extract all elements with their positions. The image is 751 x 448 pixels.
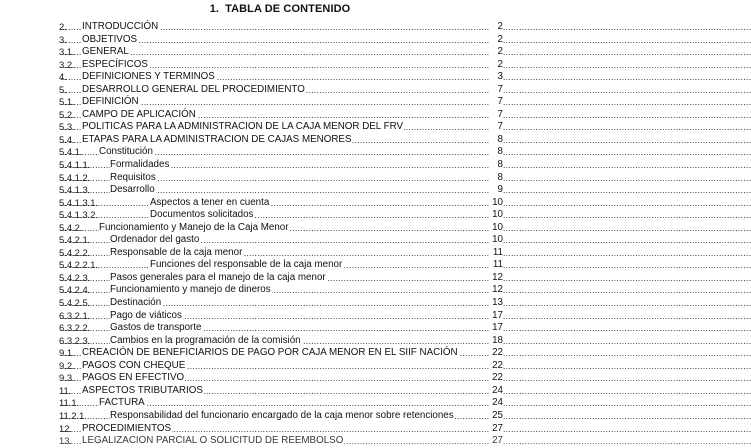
toc-entry-number: 5.4.2.3. xyxy=(59,271,91,283)
toc-entry-title: DEFINICIONES Y TERMINOS xyxy=(82,71,215,83)
toc-entry-page: 7 xyxy=(489,109,503,122)
toc-entry-title: POLITICAS PARA LA ADMINISTRACION DE LA CAJA MENOR DEL FRV xyxy=(82,121,404,133)
toc-entry-page: 17 xyxy=(489,310,503,323)
toc-entry-title: Aspectos a tener en cuenta xyxy=(150,196,270,208)
toc-entry-page: 10 xyxy=(489,222,503,235)
toc-list xyxy=(0,21,560,448)
toc-entry-page: 10 xyxy=(489,197,503,210)
toc-entry-title: Desarrollo xyxy=(110,184,155,196)
toc-entry[interactable] xyxy=(0,272,560,285)
toc-entry-title: Requisitos xyxy=(110,171,156,183)
toc-entry-title: OBJETIVOS xyxy=(82,33,137,45)
toc-entry-page: 12 xyxy=(489,284,503,297)
toc-entry[interactable] xyxy=(0,259,560,272)
toc-entry[interactable] xyxy=(0,423,560,436)
toc-entry-page: 25 xyxy=(489,410,503,423)
toc-entry-number: 5.4.1.3.1. xyxy=(59,196,99,208)
toc-entry-title: Funcionamiento y manejo de dineros xyxy=(110,284,271,296)
toc-entry-number: 5.4.1.2. xyxy=(59,171,91,183)
toc-entry[interactable] xyxy=(0,360,560,373)
toc-entry-number: 6.3.2.2. xyxy=(59,322,91,334)
toc-entry[interactable] xyxy=(0,234,560,247)
toc-entry-number: 5.4.2.2.1. xyxy=(59,259,99,271)
toc-entry[interactable] xyxy=(0,146,560,159)
toc-entry-page: 27 xyxy=(489,423,503,436)
toc-entry-number: 5.4.1.1. xyxy=(59,159,91,171)
toc-entry-page: 22 xyxy=(489,347,503,360)
toc-entry-page: 10 xyxy=(489,209,503,222)
toc-entry[interactable] xyxy=(0,71,560,84)
toc-entry-number: 2. xyxy=(59,21,67,32)
toc-entry[interactable] xyxy=(0,335,560,348)
toc-entry-number: 9.1. xyxy=(59,347,75,359)
toc-entry-number: 3. xyxy=(59,33,67,45)
toc-entry[interactable] xyxy=(0,46,560,59)
toc-entry-page: 2 xyxy=(489,46,503,59)
toc-entry-title: CAMPO DE APLICACIÓN xyxy=(82,108,196,120)
toc-entry-number: 3.2. xyxy=(59,58,75,70)
toc-entry-page: 13 xyxy=(489,297,503,310)
toc-entry[interactable] xyxy=(0,197,560,210)
toc-entry-title: Ordenador del gasto xyxy=(110,234,200,246)
toc-entry-title: PAGOS CON CHEQUE xyxy=(82,359,186,371)
toc-entry-title: PAGOS EN EFECTIVO xyxy=(82,372,185,384)
toc-entry-number: 5.2. xyxy=(59,108,75,120)
toc-entry-number: 6.3.2.3. xyxy=(59,334,91,346)
toc-entry-title: Responsabilidad del funcionario encargado de la caja menor sobre retenciones xyxy=(110,409,454,421)
toc-entry[interactable] xyxy=(0,159,560,172)
toc-entry-page: 22 xyxy=(489,372,503,385)
toc-entry[interactable] xyxy=(0,435,560,448)
toc-entry-page: 17 xyxy=(489,322,503,335)
toc-entry-page: 11 xyxy=(489,247,503,260)
toc-entry[interactable] xyxy=(0,34,560,47)
toc-entry[interactable] xyxy=(0,347,560,360)
toc-entry-title: Cambios en la programación de la comisión xyxy=(110,334,301,346)
toc-entry[interactable] xyxy=(0,247,560,260)
toc-entry-number: 9.2. xyxy=(59,359,75,371)
toc-entry-page: 24 xyxy=(489,397,503,410)
toc-entry-title: Pago de viáticos xyxy=(110,309,182,321)
toc-entry-title: Constitución xyxy=(99,146,153,158)
toc-entry-number: 5.4.2. xyxy=(59,221,83,233)
toc-dot-leader xyxy=(60,197,499,210)
toc-entry-title: GENERAL xyxy=(82,46,129,58)
toc-entry[interactable] xyxy=(0,322,560,335)
toc-entry[interactable] xyxy=(0,59,560,72)
toc-entry-number: 5.4.2.4. xyxy=(59,284,91,296)
toc-entry-title: DESARROLLO GENERAL DEL PROCEDIMIENTO xyxy=(82,83,305,95)
toc-entry-page: 7 xyxy=(489,84,503,97)
toc-entry-title: ASPECTOS TRIBUTARIOS xyxy=(82,384,203,396)
toc-entry-page: 12 xyxy=(489,272,503,285)
toc-entry-number: 5.4.1.3.2. xyxy=(59,209,99,221)
toc-entry-page: 2 xyxy=(489,21,503,34)
toc-entry-page: 8 xyxy=(489,134,503,147)
toc-heading-number: 1. xyxy=(209,3,220,15)
toc-heading xyxy=(0,3,560,15)
toc-dot-leader xyxy=(60,209,499,222)
toc-entry-title: Funcionamiento y Manejo de la Caja Menor xyxy=(99,221,289,233)
toc-entry[interactable] xyxy=(0,397,560,410)
toc-entry[interactable] xyxy=(0,121,560,134)
toc-entry-number: 5.1. xyxy=(59,96,75,108)
toc-entry-number: 12. xyxy=(59,422,73,434)
toc-entry-number: 11.1. xyxy=(59,397,80,409)
toc-entry-number: 13. xyxy=(59,435,73,447)
toc-entry-number: 5.4.2.1. xyxy=(59,234,91,246)
toc-entry[interactable] xyxy=(0,84,560,97)
toc-entry[interactable] xyxy=(0,284,560,297)
toc-entry-title: LEGALIZACIÓN PARCIAL O SOLICITUD DE REEMBOLSO xyxy=(82,435,344,447)
toc-entry[interactable] xyxy=(0,109,560,122)
toc-entry[interactable] xyxy=(0,385,560,398)
toc-entry-number: 3.1. xyxy=(59,46,75,58)
toc-entry-number: 5.3. xyxy=(59,121,75,133)
toc-heading-text: TABLA DE CONTENIDO xyxy=(225,3,351,15)
toc-entry-title: Formalidades xyxy=(110,159,170,171)
toc-entry[interactable] xyxy=(0,310,560,323)
toc-entry[interactable] xyxy=(0,410,560,423)
toc-entry-number: 11. xyxy=(59,384,72,396)
toc-entry-page: 7 xyxy=(489,96,503,109)
toc-entry-title: Destinación xyxy=(110,297,162,309)
toc-entry-page: 8 xyxy=(489,146,503,159)
toc-entry-page: 2 xyxy=(489,34,503,47)
toc-entry-number: 11.2.1. xyxy=(59,409,87,421)
toc-entry-page: 9 xyxy=(489,184,503,197)
toc-entry-number: 5. xyxy=(59,83,67,95)
toc-entry[interactable] xyxy=(0,134,560,147)
toc-entry-number: 5.4.1.3. xyxy=(59,184,91,196)
toc-entry-number: 4. xyxy=(59,71,67,83)
toc-entry-page: 8 xyxy=(489,172,503,185)
toc-entry-page: 11 xyxy=(489,259,503,272)
toc-entry-title: FACTURA xyxy=(99,397,145,409)
toc-entry-title: Pasos generales para el manejo de la caja menor xyxy=(110,271,326,283)
toc-entry-page: 22 xyxy=(489,360,503,373)
toc-entry-page: 10 xyxy=(489,234,503,247)
toc-entry-page: 27 xyxy=(489,435,503,448)
toc-entry-page: 2 xyxy=(489,59,503,72)
toc-entry-number: 5.4. xyxy=(59,133,75,145)
toc-entry-page: 24 xyxy=(489,385,503,398)
toc-entry[interactable] xyxy=(0,96,560,109)
toc-entry-number: 5.4.2.2. xyxy=(59,246,91,258)
toc-entry-title: ESPECÍFICOS xyxy=(82,58,148,70)
toc-entry-title: Documentos solicitados xyxy=(150,209,254,221)
toc-entry-title: ETAPAS PARA LA ADMINISTRACION DE CAJAS MENORES xyxy=(82,133,352,145)
toc-entry-page: 8 xyxy=(489,159,503,172)
toc-entry-page: 18 xyxy=(489,335,503,348)
toc-entry-title: CREACIÓN DE BENEFICIARIOS DE PAGO POR CAJA MENOR EN EL SIIF NACIÓN xyxy=(82,347,458,359)
toc-entry-number: 5.4.2.5. xyxy=(59,297,91,309)
toc-entry[interactable] xyxy=(0,172,560,185)
toc-entry-title: PROCEDIMIENTOS xyxy=(82,422,172,434)
toc-entry-page: 7 xyxy=(489,121,503,134)
toc-entry-number: 5.4.1. xyxy=(59,146,83,158)
toc-entry-title: Responsable de la caja menor xyxy=(110,246,243,258)
toc-entry-title: INTRODUCCIÓN xyxy=(82,21,159,32)
toc-entry-title: Gastos de transporte xyxy=(110,322,202,334)
toc-entry-number: 6.3.2.1. xyxy=(59,309,91,321)
toc-entry[interactable] xyxy=(0,184,560,197)
toc-entry[interactable] xyxy=(0,297,560,310)
toc-entry-title: DEFINICIÓN xyxy=(82,96,139,108)
toc-entry-title: Funciones del responsable de la caja menor xyxy=(150,259,343,271)
toc-entry-number: 9.3. xyxy=(59,372,75,384)
toc-entry[interactable] xyxy=(0,21,560,34)
toc-entry[interactable] xyxy=(0,209,560,222)
toc-entry[interactable] xyxy=(0,372,560,385)
toc-entry-page: 3 xyxy=(489,71,503,84)
toc-entry[interactable] xyxy=(0,222,560,235)
